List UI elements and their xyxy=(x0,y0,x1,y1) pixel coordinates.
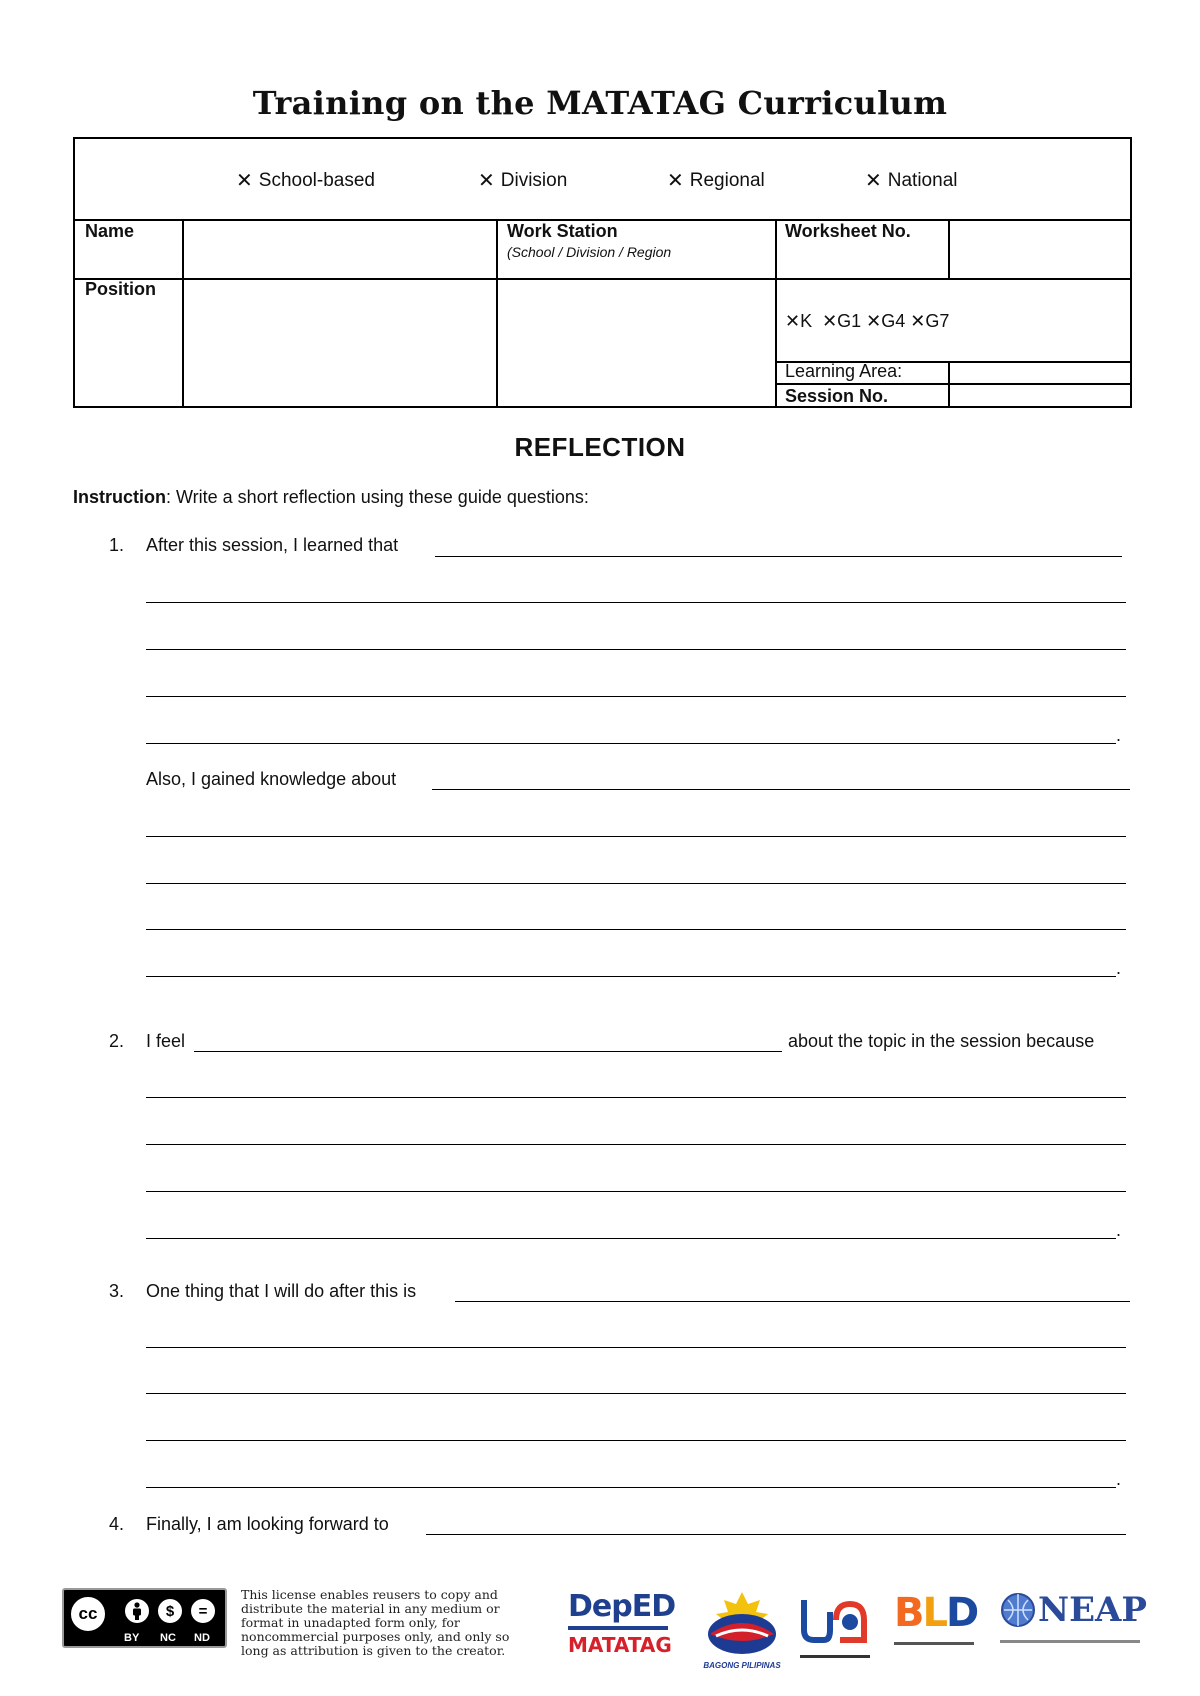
bagong-pilipinas-logo xyxy=(694,1590,790,1670)
neap-logo xyxy=(1000,1590,1150,1660)
x-mark-icon: ✕ xyxy=(865,170,882,192)
answer-line[interactable] xyxy=(432,789,1130,790)
worksheet-no-field[interactable] xyxy=(948,219,1130,276)
instruction-text xyxy=(73,487,589,508)
answer-line[interactable] xyxy=(146,1097,1126,1098)
attribution-icon xyxy=(122,1596,152,1626)
answer-line[interactable] xyxy=(146,1191,1126,1192)
level-school-based[interactable] xyxy=(236,170,375,192)
answer-line[interactable] xyxy=(426,1534,1126,1535)
period-mark: . xyxy=(1116,1469,1122,1489)
instruction-body: : Write a short reflection using these guide questions: xyxy=(166,487,589,507)
bld-logo-text: BLD xyxy=(894,1590,978,1636)
name-field[interactable] xyxy=(183,219,495,276)
learning-area-field[interactable] xyxy=(948,361,1130,381)
position-field[interactable] xyxy=(183,279,495,405)
cc-label-by: BY xyxy=(124,1632,140,1644)
cc-license-badge xyxy=(62,1588,227,1648)
work-station-hint: (School / Division / Region xyxy=(507,244,672,260)
x-mark-icon: ✕ xyxy=(236,170,253,192)
reflection-heading: REFLECTION xyxy=(514,432,686,462)
answer-line[interactable] xyxy=(435,556,1122,557)
question-1-text: After this session, I learned that xyxy=(146,535,399,555)
question-2-text: I feel xyxy=(146,1031,186,1051)
answer-line[interactable] xyxy=(146,1440,1126,1441)
answer-line[interactable] xyxy=(146,743,1116,744)
instruction-label: Instruction xyxy=(73,487,166,507)
globe-icon xyxy=(1000,1592,1036,1628)
level-regional[interactable] xyxy=(667,170,765,192)
answer-line[interactable] xyxy=(146,1487,1116,1488)
name-label: Name xyxy=(85,221,135,241)
question-2-after-text: about the topic in the session because xyxy=(788,1031,1095,1051)
cc-label-nc: NC xyxy=(160,1632,176,1644)
cc-label-nd: ND xyxy=(194,1632,210,1644)
answer-line[interactable] xyxy=(146,883,1126,884)
answer-line[interactable] xyxy=(146,1347,1126,1348)
work-station-label: Work Station xyxy=(507,221,618,241)
noncommercial-icon: $ xyxy=(155,1596,185,1626)
answer-line[interactable] xyxy=(146,649,1126,650)
question-number: 2. xyxy=(109,1031,125,1051)
level-label: National xyxy=(887,170,958,191)
answer-line[interactable] xyxy=(146,1238,1116,1239)
deped-matatag-logo xyxy=(568,1590,674,1668)
work-station-field[interactable] xyxy=(497,279,773,405)
session-no-field[interactable] xyxy=(948,384,1130,405)
answer-line[interactable] xyxy=(146,1144,1126,1145)
bagong-pilipinas-text: BAGONG PILIPINAS xyxy=(703,1661,781,1670)
noderivatives-icon: = xyxy=(188,1596,218,1626)
x-mark-icon: ✕ xyxy=(667,170,684,192)
cc-icon: cc xyxy=(68,1594,108,1634)
x-mark-icon: ✕ xyxy=(478,170,495,192)
answer-line[interactable] xyxy=(146,929,1126,930)
answer-line[interactable] xyxy=(455,1301,1130,1302)
question-3-text: One thing that I will do after this is xyxy=(146,1281,417,1301)
level-label: Division xyxy=(500,170,568,191)
question-number: 3. xyxy=(109,1281,125,1301)
period-mark: . xyxy=(1116,1220,1122,1240)
session-no-label: Session No. xyxy=(785,386,889,406)
question-1-also-text: Also, I gained knowledge about xyxy=(146,769,397,789)
period-mark: . xyxy=(1116,725,1122,745)
answer-line[interactable] xyxy=(194,1051,782,1052)
neap-logo-text: NEAP xyxy=(1038,1590,1147,1630)
bureau-emblem-icon xyxy=(800,1590,870,1646)
bagong-pilipinas-emblem-icon xyxy=(694,1590,790,1656)
question-number: 1. xyxy=(109,535,125,555)
answer-line[interactable] xyxy=(146,1393,1126,1394)
deped-logo-text: DepED xyxy=(568,1589,676,1624)
level-division[interactable] xyxy=(478,170,567,192)
answer-line[interactable] xyxy=(146,696,1126,697)
page-title: Training on the MATATAG Curriculum xyxy=(252,84,948,122)
question-number: 4. xyxy=(109,1514,125,1534)
answer-line[interactable] xyxy=(146,836,1126,837)
level-label: Regional xyxy=(689,170,765,191)
answer-line[interactable] xyxy=(146,602,1126,603)
bld-logo xyxy=(894,1590,980,1660)
level-label: School-based xyxy=(258,170,375,191)
position-label: Position xyxy=(85,279,156,299)
bureau-seal-logo xyxy=(800,1590,870,1660)
question-4-text: Finally, I am looking forward to xyxy=(146,1514,389,1534)
level-national[interactable] xyxy=(865,170,957,192)
matatag-logo-text: MATATAG xyxy=(568,1633,672,1657)
worksheet-no-label: Worksheet No. xyxy=(785,221,911,241)
learning-area-label: Learning Area: xyxy=(785,361,903,381)
period-mark: . xyxy=(1116,958,1122,978)
answer-line[interactable] xyxy=(146,976,1116,977)
license-text: This license enables reusers to copy and distribute the material in any medium or format in unadapted form only, for noncommercial purposes only, and only so long as attribution is given to the creator. xyxy=(241,1587,510,1658)
grade-level-options[interactable]: ✕K ✕G1 ✕G4 ✕G7 xyxy=(785,311,950,331)
